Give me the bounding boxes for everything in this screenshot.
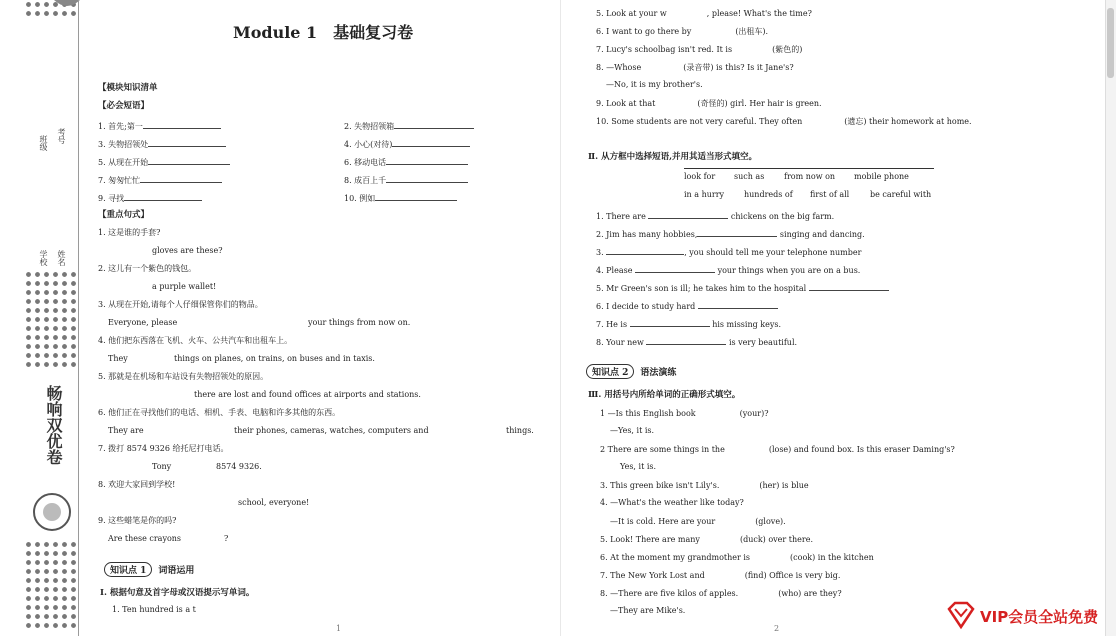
phrase-item: 10. 例如 — [344, 192, 457, 204]
section-tag — [104, 562, 194, 577]
sentence-en: 8574 9326. — [216, 462, 262, 471]
section-number: 知识点 2 — [586, 364, 634, 379]
vertical-scrollbar[interactable] — [1105, 0, 1116, 636]
exercise-item: 8. —There are five kilos of apples. (who) are they? — [600, 589, 842, 598]
exercise-item: —Yes, it is. — [610, 426, 655, 435]
heading-phrases: 【必会短语】 — [98, 101, 150, 111]
sentence-en: a purple wallet! — [152, 282, 217, 291]
sentence-cn: 3. 从现在开始,请每个人仔细保管你们的物品。 — [98, 300, 263, 309]
section-number: 知识点 1 — [104, 562, 152, 577]
phrase-item: 2. 失物招领箱 — [344, 120, 474, 132]
word-option: in a hurry — [684, 190, 725, 199]
exercise-item: 5. Look at your w , please! What's the time? — [596, 9, 812, 18]
page-number: 2 — [774, 624, 780, 633]
exercise-item: —They are Mike's. — [610, 606, 686, 615]
sentence-en: They — [108, 354, 128, 363]
mascot-icon — [30, 490, 74, 534]
exercise-item: 3. This green bike isn't Lily's. (her) is blue — [600, 481, 809, 490]
sentence-cn: 6. 他们正在寻找他们的电话、相机、手表、电脑和许多其他的东西。 — [98, 408, 341, 417]
sentence-en: ? — [224, 534, 229, 543]
section-title: 词语运用 — [158, 566, 195, 576]
section-title: 语法演练 — [640, 368, 677, 378]
sentence-en: things. — [506, 426, 534, 435]
phrase-item: 9. 寻找 — [98, 192, 202, 204]
sentence-cn: 8. 欢迎大家回到学校! — [98, 480, 176, 489]
word-option: look for — [684, 172, 716, 181]
exercise-item: 2. Jim has many hobbies, singing and dancing. — [596, 230, 865, 239]
page-title: Module 1 基础复习卷 — [233, 23, 414, 42]
dot-pattern — [24, 270, 76, 370]
phrase-item: 7. 匆匆忙忙 — [98, 174, 222, 186]
exercise-item: 7. The New York Lost and (find) Office is very big. — [600, 571, 841, 580]
exercise-item: 1. There are chickens on the big farm. — [596, 212, 835, 221]
section-tag — [586, 364, 676, 379]
heading-knowledge: 【模块知识清单 — [98, 83, 158, 93]
heading-sentences: 【重点句式】 — [98, 210, 150, 220]
label-school: 学校 — [39, 250, 48, 266]
sentence-cn: 4. 他们把东西落在飞机、火车、公共汽车和出租车上。 — [98, 336, 293, 345]
sentence-en: school, everyone! — [238, 498, 310, 507]
exercise-item: 1 —Is this English book (your)? — [600, 409, 769, 418]
corner-ornament-icon — [54, 0, 80, 10]
dot-pattern — [24, 540, 76, 630]
word-option: hundreds of — [744, 190, 793, 199]
exercise-item: 10. Some students are not very careful. They often (遗忘) their homework at home. — [596, 117, 972, 126]
page-number: 1 — [336, 624, 342, 633]
sentence-en: your things from now on. — [308, 318, 411, 327]
exercise-item: 1. Ten hundred is a t — [112, 605, 196, 614]
binding-line — [78, 0, 79, 636]
exercise-item: 8. Your new is very beautiful. — [596, 338, 798, 347]
sentence-en: Tony — [152, 462, 172, 471]
exercise-item: —No, it is my brother's. — [606, 80, 703, 89]
exercise-item: 4. Please your things when you are on a bus. — [596, 266, 861, 275]
label-class: 班级 — [39, 135, 48, 151]
word-option: mobile phone — [854, 172, 909, 181]
exercise-item: 4. —What's the weather like today? — [600, 498, 744, 507]
exercise-item: —It is cold. Here are your (glove). — [610, 517, 786, 526]
exercise-item: 3. , you should tell me your telephone number — [596, 248, 862, 257]
label-name: 姓名 — [57, 250, 66, 266]
exercise-item: 6. I want to go there by (出租车). — [596, 27, 769, 36]
sentence-cn: 7. 拨打 8574 9326 给托尼打电话。 — [98, 444, 229, 453]
phrase-item: 6. 移动电话 — [344, 156, 468, 168]
part-heading: Ⅱ. 从方框中选择短语,并用其适当形式填空。 — [588, 152, 758, 162]
exercise-item: 5. Mr Green's son is ill; he takes him to the hospital — [596, 282, 889, 294]
sentence-en: Are these crayons — [108, 534, 182, 543]
sentence-en: there are lost and found offices at airports and stations. — [194, 390, 421, 399]
label-exam-no: 考号 — [57, 128, 66, 144]
phrase-item: 3. 失物招领处 — [98, 138, 226, 150]
phrase-item: 5. 从现在开始 — [98, 156, 230, 168]
part-heading: Ⅲ. 用括号内所给单词的正确形式填空。 — [588, 390, 741, 400]
phrase-item: 8. 成百上千 — [344, 174, 468, 186]
exercise-item: 8. —Whose (录音带) is this? Is it Jane's? — [596, 63, 794, 72]
word-option: from now on — [784, 172, 836, 181]
word-option: first of all — [810, 190, 850, 199]
exercise-item: 7. He is his missing keys. — [596, 320, 782, 329]
sentence-cn: 1. 这是谁的手套? — [98, 228, 161, 237]
sentence-en: Everyone, please — [108, 318, 178, 327]
page-divider — [560, 0, 561, 636]
exercise-item: 6. I decide to study hard — [596, 300, 778, 312]
sentence-en: gloves are these? — [152, 246, 223, 255]
sentence-en: things on planes, on trains, on buses and in taxis. — [174, 354, 375, 363]
part-heading: Ⅰ. 根据句意及首字母或汉语提示写单词。 — [100, 588, 255, 598]
exercise-item: 5. Look! There are many (duck) over there. — [600, 535, 813, 544]
word-option: such as — [734, 172, 765, 181]
exercise-item: 6. At the moment my grandmother is (cook) in the kitchen — [600, 553, 874, 562]
word-option: be careful with — [870, 190, 932, 199]
sentence-cn: 5. 那就是在机场和车站设有失物招领处的原因。 — [98, 372, 269, 381]
sentence-en: They are — [108, 426, 144, 435]
sentence-cn: 9. 这些蜡笔是你的吗? — [98, 516, 177, 525]
vip-badge[interactable] — [946, 598, 1106, 634]
vip-text: VIP会员全站免费 — [980, 608, 1099, 626]
phrase-item: 4. 小心(对待) — [344, 138, 470, 150]
brand-logo: 畅响双优卷 — [44, 385, 63, 465]
exercise-item: Yes, it is. — [620, 462, 657, 471]
sidebar-decoration — [24, 0, 80, 636]
exercise-item: 7. Lucy's schoolbag isn't red. It is (紫色的) — [596, 45, 803, 54]
sentence-cn: 2. 这儿有一个紫色的钱包。 — [98, 264, 197, 273]
diamond-icon — [946, 600, 976, 630]
phrase-item: 1. 首先;第一 — [98, 120, 221, 132]
scrollbar-thumb[interactable] — [1107, 8, 1114, 78]
sentence-en: their phones, cameras, watches, computers and — [234, 426, 429, 435]
exercise-item: 2 There are some things in the (lose) and found box. Is this eraser Daming's? — [600, 445, 955, 454]
word-box — [684, 168, 934, 203]
exercise-item: 9. Look at that (奇怪的) girl. Her hair is green. — [596, 99, 822, 108]
